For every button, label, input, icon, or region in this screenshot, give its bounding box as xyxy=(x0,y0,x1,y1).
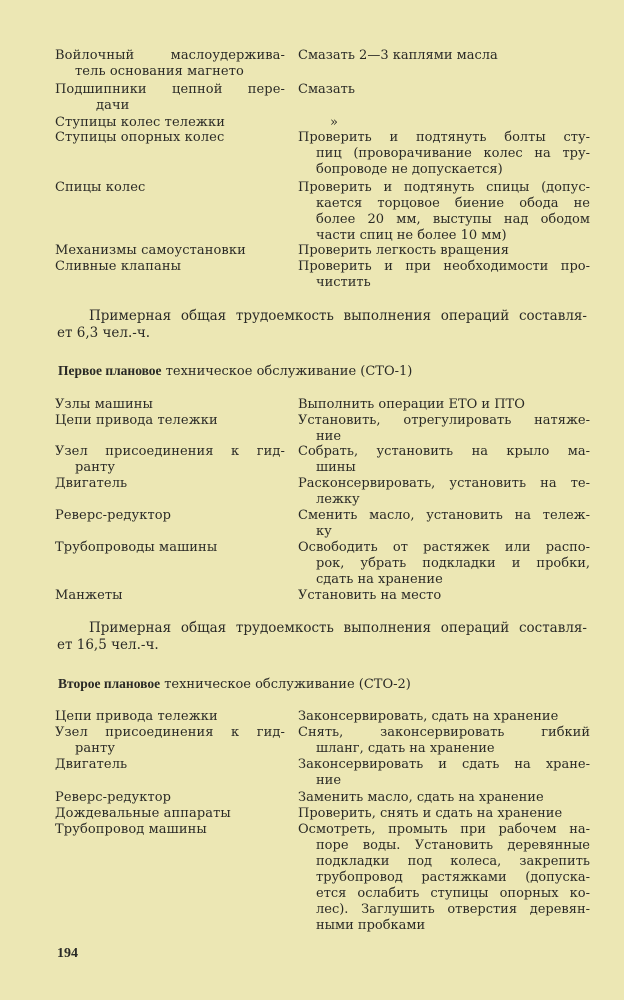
operation-line: Смазать 2—3 каплями масла xyxy=(298,48,498,63)
operation-line: Установить, отрегулировать натяже- xyxy=(298,413,590,428)
operation-line: поре воды. Установить деревянные xyxy=(316,838,590,853)
operation-line: чистить xyxy=(316,275,371,290)
operation-line: Снять, законсервировать гибкий xyxy=(298,725,590,740)
row-operation xyxy=(298,413,590,445)
row-item xyxy=(55,725,285,757)
operation-line: Собрать, установить на крыло ма- xyxy=(298,444,590,459)
item-line: ранту xyxy=(75,741,116,756)
operation-line: рок, убрать подкладки и пробки, xyxy=(316,556,590,571)
item-line: Трубопроводы машины xyxy=(55,540,218,555)
operation-line: Освободить от растяжек или распо- xyxy=(298,540,590,555)
row-operation xyxy=(298,725,590,757)
row-item xyxy=(55,444,285,476)
row-operation xyxy=(298,397,590,413)
item-line: Двигатель xyxy=(55,476,128,491)
row-item xyxy=(55,180,285,196)
row-item xyxy=(55,115,285,131)
operation-line: Законсервировать, сдать на хранение xyxy=(298,709,559,724)
operation-line: подкладки под колеса, закрепить xyxy=(316,854,590,869)
operation-line: трубопровод растяжками (допуска- xyxy=(316,870,590,885)
item-line: Манжеты xyxy=(55,588,123,603)
section-heading xyxy=(58,363,598,380)
row-item xyxy=(55,130,285,146)
row-item xyxy=(55,259,285,275)
row-item xyxy=(55,790,285,806)
operation-line: Проверить, снять и сдать на хранение xyxy=(298,806,563,821)
operation-line: Смазать xyxy=(298,82,355,97)
section-heading xyxy=(58,676,598,693)
item-line: Сливные клапаны xyxy=(55,259,182,274)
operation-line: Проверить и подтянуть спицы (допус- xyxy=(298,180,590,195)
row-operation xyxy=(298,82,590,98)
operation-line: Проверить легкость вращения xyxy=(298,243,509,258)
operation-line: части спиц не более 10 мм) xyxy=(316,228,507,243)
row-operation xyxy=(298,115,590,131)
row-item xyxy=(55,822,285,838)
operation-line: Законсервировать и сдать на хране- xyxy=(298,757,590,772)
row-item xyxy=(55,757,285,773)
row-operation xyxy=(298,588,590,604)
item-line: Реверс-редуктор xyxy=(55,508,172,523)
row-item xyxy=(55,588,285,604)
item-line: Трубопровод машины xyxy=(55,822,207,837)
operation-line: ется ослабить ступицы опорных ко- xyxy=(316,886,590,901)
operation-line: шланг, сдать на хранение xyxy=(316,741,495,756)
row-operation xyxy=(298,757,590,789)
labor-summary xyxy=(57,620,587,654)
row-operation xyxy=(298,822,590,934)
item-line: Узел присоединения к гид- xyxy=(55,725,285,740)
operation-line: более 20 мм, выступы над ободом xyxy=(316,212,590,227)
item-line: Ступицы колес тележки xyxy=(55,115,225,130)
row-operation xyxy=(298,540,590,588)
operation-line: Проверить и при необходимости про- xyxy=(298,259,590,274)
item-line: дачи xyxy=(96,98,130,113)
operation-line: ку xyxy=(316,524,332,539)
operation-line: Сменить масло, установить на тележ- xyxy=(298,508,590,523)
heading-bold: Первое плановое xyxy=(58,363,162,378)
summary-line: ет 6,3 чел.-ч. xyxy=(57,325,151,341)
row-operation xyxy=(298,180,590,244)
summary-line: Примерная общая трудоемкость выполнения операций составля- xyxy=(89,308,587,324)
row-operation xyxy=(298,48,590,64)
operation-line: шины xyxy=(316,460,356,475)
labor-summary xyxy=(57,308,587,342)
operation-line: кается торцовое биение обода не xyxy=(316,196,590,211)
item-line: Цепи привода тележки xyxy=(55,709,218,724)
row-item xyxy=(55,82,285,114)
item-line: тель основания магнето xyxy=(75,64,244,79)
heading-bold: Второе плановое xyxy=(58,676,161,691)
item-line: Дождевальные аппараты xyxy=(55,806,231,821)
item-line: Реверс-редуктор xyxy=(55,790,172,805)
row-item xyxy=(55,397,285,413)
ditto-mark: » xyxy=(330,115,338,130)
row-operation xyxy=(298,806,590,822)
item-line: Ступицы опорных колес xyxy=(55,130,225,145)
item-line: Цепи привода тележки xyxy=(55,413,218,428)
row-operation xyxy=(298,709,590,725)
row-item xyxy=(55,413,285,429)
page-number: 194 xyxy=(57,946,78,961)
row-item xyxy=(55,709,285,725)
row-operation xyxy=(298,259,590,291)
operation-line: ние xyxy=(316,429,342,444)
row-operation xyxy=(298,476,590,508)
heading-rest: техническое обслуживание (СТО-2) xyxy=(160,677,411,692)
item-line: Механизмы самоустановки xyxy=(55,243,246,258)
operation-line: ние xyxy=(316,773,342,788)
operation-line: Расконсервировать, установить на те- xyxy=(298,476,590,491)
operation-line: Установить на место xyxy=(298,588,442,603)
row-item xyxy=(55,48,285,80)
row-operation xyxy=(298,508,590,540)
row-operation xyxy=(298,444,590,476)
row-operation xyxy=(298,130,590,178)
row-item xyxy=(55,540,285,556)
item-line: Спицы колес xyxy=(55,180,146,195)
operation-line: Выполнить операции ЕТО и ПТО xyxy=(298,397,525,412)
item-line: Подшипники цепной пере- xyxy=(55,82,285,97)
row-item xyxy=(55,476,285,492)
operation-line: лес). Заглушить отверстия деревян- xyxy=(316,902,590,917)
row-operation xyxy=(298,790,590,806)
operation-line: ными пробками xyxy=(316,918,426,933)
operation-line: Проверить и подтянуть болты сту- xyxy=(298,130,590,145)
summary-line: ет 16,5 чел.-ч. xyxy=(57,637,159,653)
operation-line: лежку xyxy=(316,492,360,507)
row-item xyxy=(55,508,285,524)
operation-line: Заменить масло, сдать на хранение xyxy=(298,790,544,805)
heading-rest: техническое обслуживание (СТО-1) xyxy=(161,364,413,379)
operation-line: бопроводе не допускается) xyxy=(316,162,503,177)
item-line: Войлочный маслоудержива- xyxy=(55,48,285,63)
summary-line: Примерная общая трудоемкость выполнения операций составля- xyxy=(89,620,587,636)
operation-line: сдать на хранение xyxy=(316,572,443,587)
operation-line: Осмотреть, промыть при рабочем на- xyxy=(298,822,590,837)
item-line: Узлы машины xyxy=(55,397,153,412)
operation-line: пиц (проворачивание колес на тру- xyxy=(316,146,590,161)
item-line: Двигатель xyxy=(55,757,128,772)
item-line: Узел присоединения к гид- xyxy=(55,444,285,459)
row-item xyxy=(55,243,285,259)
row-item xyxy=(55,806,285,822)
row-operation xyxy=(298,243,590,259)
item-line: ранту xyxy=(75,460,116,475)
